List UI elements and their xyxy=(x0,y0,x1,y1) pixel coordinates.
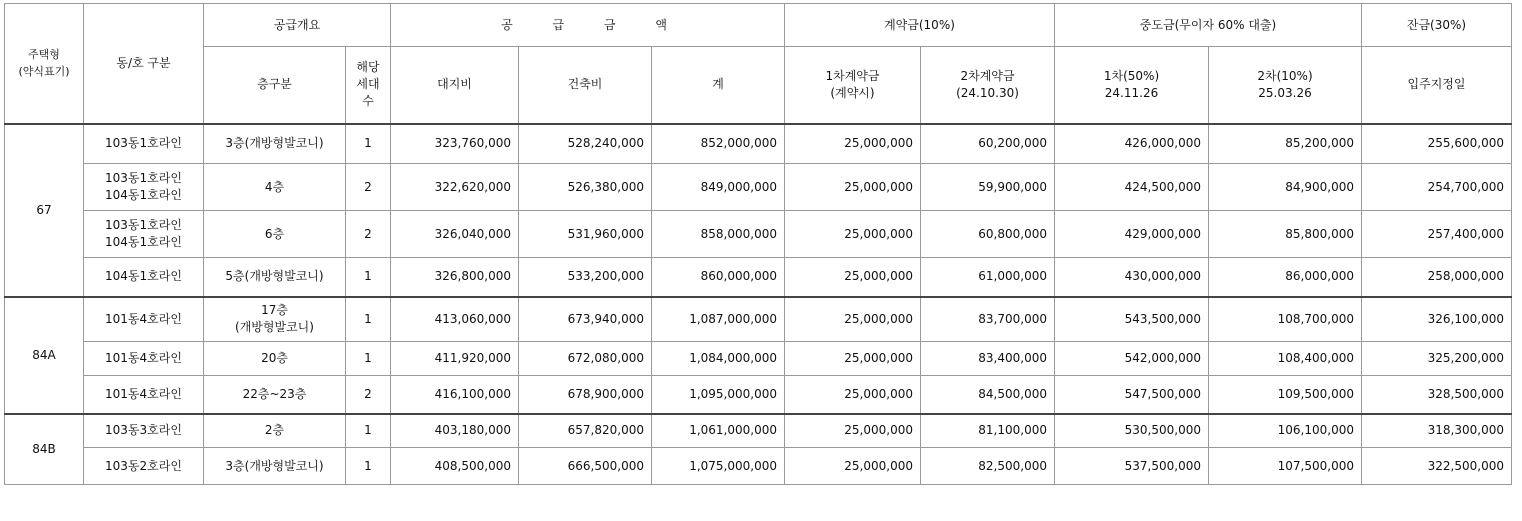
land-cost-cell: 322,620,000 xyxy=(391,164,519,211)
building-cost-cell: 531,960,000 xyxy=(519,211,652,258)
contract1-cell: 25,000,000 xyxy=(785,376,921,414)
floor-cell: 17층 (개방형발코니) xyxy=(204,297,346,342)
header-interim: 중도금(무이자 60% 대출) xyxy=(1055,4,1362,47)
table-row xyxy=(5,376,1512,414)
header-move-in: 입주지정일 xyxy=(1362,47,1512,124)
unit-cell: 103동2호라인 xyxy=(84,448,204,485)
contract1-cell: 25,000,000 xyxy=(785,211,921,258)
type-cell: 84A xyxy=(5,297,84,414)
land-cost-cell: 413,060,000 xyxy=(391,297,519,342)
building-cost-cell: 673,940,000 xyxy=(519,297,652,342)
header-contract: 계약금(10%) xyxy=(785,4,1055,47)
table-row xyxy=(5,448,1512,485)
land-cost-cell: 411,920,000 xyxy=(391,342,519,376)
building-cost-cell: 528,240,000 xyxy=(519,124,652,164)
building-cost-cell: 533,200,000 xyxy=(519,258,652,297)
interim2-cell: 109,500,000 xyxy=(1209,376,1362,414)
interim1-cell: 547,500,000 xyxy=(1055,376,1209,414)
balance-cell: 258,000,000 xyxy=(1362,258,1512,297)
interim2-cell: 107,500,000 xyxy=(1209,448,1362,485)
unit-cell: 103동1호라인 xyxy=(84,124,204,164)
contract2-cell: 60,200,000 xyxy=(921,124,1055,164)
contract1-cell: 25,000,000 xyxy=(785,258,921,297)
contract1-cell: 25,000,000 xyxy=(785,342,921,376)
contract2-cell: 59,900,000 xyxy=(921,164,1055,211)
total-price-cell: 860,000,000 xyxy=(652,258,785,297)
interim2-cell: 108,400,000 xyxy=(1209,342,1362,376)
header-balance: 잔금(30%) xyxy=(1362,4,1512,47)
interim2-cell: 106,100,000 xyxy=(1209,414,1362,448)
balance-cell: 325,200,000 xyxy=(1362,342,1512,376)
floor-cell: 3층(개방형발코니) xyxy=(204,124,346,164)
contract2-cell: 81,100,000 xyxy=(921,414,1055,448)
floor-cell: 22층~23층 xyxy=(204,376,346,414)
unit-cell: 103동1호라인 104동1호라인 xyxy=(84,164,204,211)
header-supply-overview: 공급개요 xyxy=(204,4,391,47)
balance-cell: 257,400,000 xyxy=(1362,211,1512,258)
households-cell: 1 xyxy=(346,448,391,485)
households-cell: 1 xyxy=(346,342,391,376)
floor-cell: 2층 xyxy=(204,414,346,448)
households-cell: 1 xyxy=(346,414,391,448)
building-cost-cell: 678,900,000 xyxy=(519,376,652,414)
building-cost-cell: 672,080,000 xyxy=(519,342,652,376)
land-cost-cell: 416,100,000 xyxy=(391,376,519,414)
contract1-cell: 25,000,000 xyxy=(785,448,921,485)
table-row xyxy=(5,164,1512,211)
interim1-cell: 426,000,000 xyxy=(1055,124,1209,164)
land-cost-cell: 408,500,000 xyxy=(391,448,519,485)
interim1-cell: 537,500,000 xyxy=(1055,448,1209,485)
building-cost-cell: 666,500,000 xyxy=(519,448,652,485)
households-cell: 2 xyxy=(346,376,391,414)
header-land: 대지비 xyxy=(391,47,519,124)
households-cell: 1 xyxy=(346,124,391,164)
header-supply-amount: 공 급 금 액 xyxy=(391,4,785,47)
floor-cell: 3층(개방형발코니) xyxy=(204,448,346,485)
total-price-cell: 849,000,000 xyxy=(652,164,785,211)
households-cell: 1 xyxy=(346,258,391,297)
interim1-cell: 530,500,000 xyxy=(1055,414,1209,448)
contract2-cell: 83,400,000 xyxy=(921,342,1055,376)
header-interim2: 2차(10%) 25.03.26 xyxy=(1209,47,1362,124)
unit-cell: 103동3호라인 xyxy=(84,414,204,448)
interim2-cell: 85,200,000 xyxy=(1209,124,1362,164)
interim2-cell: 84,900,000 xyxy=(1209,164,1362,211)
contract1-cell: 25,000,000 xyxy=(785,124,921,164)
header-floor: 층구분 xyxy=(204,47,346,124)
floor-cell: 6층 xyxy=(204,211,346,258)
balance-cell: 254,700,000 xyxy=(1362,164,1512,211)
table-row xyxy=(5,342,1512,376)
floor-cell: 5층(개방형발코니) xyxy=(204,258,346,297)
interim1-cell: 429,000,000 xyxy=(1055,211,1209,258)
interim2-cell: 108,700,000 xyxy=(1209,297,1362,342)
header-building: 건축비 xyxy=(519,47,652,124)
unit-cell: 103동1호라인 104동1호라인 xyxy=(84,211,204,258)
contract2-cell: 83,700,000 xyxy=(921,297,1055,342)
contract2-cell: 61,000,000 xyxy=(921,258,1055,297)
header-type: 주택형 (약식표기) xyxy=(5,4,84,124)
balance-cell: 318,300,000 xyxy=(1362,414,1512,448)
land-cost-cell: 326,800,000 xyxy=(391,258,519,297)
total-price-cell: 1,095,000,000 xyxy=(652,376,785,414)
table-row xyxy=(5,258,1512,297)
table-row xyxy=(5,414,1512,448)
total-price-cell: 1,061,000,000 xyxy=(652,414,785,448)
land-cost-cell: 323,760,000 xyxy=(391,124,519,164)
table-row xyxy=(5,124,1512,164)
households-cell: 2 xyxy=(346,211,391,258)
header-interim1: 1차(50%) 24.11.26 xyxy=(1055,47,1209,124)
contract2-cell: 60,800,000 xyxy=(921,211,1055,258)
contract2-cell: 84,500,000 xyxy=(921,376,1055,414)
households-cell: 1 xyxy=(346,297,391,342)
unit-cell: 101동4호라인 xyxy=(84,297,204,342)
land-cost-cell: 326,040,000 xyxy=(391,211,519,258)
contract1-cell: 25,000,000 xyxy=(785,414,921,448)
total-price-cell: 858,000,000 xyxy=(652,211,785,258)
interim1-cell: 542,000,000 xyxy=(1055,342,1209,376)
table-row xyxy=(5,297,1512,342)
header-contract1: 1차계약금 (계약시) xyxy=(785,47,921,124)
balance-cell: 326,100,000 xyxy=(1362,297,1512,342)
interim1-cell: 424,500,000 xyxy=(1055,164,1209,211)
unit-cell: 101동4호라인 xyxy=(84,376,204,414)
contract1-cell: 25,000,000 xyxy=(785,297,921,342)
interim2-cell: 86,000,000 xyxy=(1209,258,1362,297)
price-table xyxy=(4,3,1512,485)
interim1-cell: 543,500,000 xyxy=(1055,297,1209,342)
total-price-cell: 1,084,000,000 xyxy=(652,342,785,376)
type-cell: 67 xyxy=(5,124,84,297)
interim1-cell: 430,000,000 xyxy=(1055,258,1209,297)
header-total: 계 xyxy=(652,47,785,124)
floor-cell: 4층 xyxy=(204,164,346,211)
contract2-cell: 82,500,000 xyxy=(921,448,1055,485)
households-cell: 2 xyxy=(346,164,391,211)
balance-cell: 255,600,000 xyxy=(1362,124,1512,164)
table-row xyxy=(5,211,1512,258)
balance-cell: 328,500,000 xyxy=(1362,376,1512,414)
total-price-cell: 1,075,000,000 xyxy=(652,448,785,485)
floor-cell: 20층 xyxy=(204,342,346,376)
type-cell: 84B xyxy=(5,414,84,485)
header-contract2: 2차계약금 (24.10.30) xyxy=(921,47,1055,124)
unit-cell: 104동1호라인 xyxy=(84,258,204,297)
contract1-cell: 25,000,000 xyxy=(785,164,921,211)
total-price-cell: 852,000,000 xyxy=(652,124,785,164)
land-cost-cell: 403,180,000 xyxy=(391,414,519,448)
balance-cell: 322,500,000 xyxy=(1362,448,1512,485)
building-cost-cell: 657,820,000 xyxy=(519,414,652,448)
header-households: 해당 세대 수 xyxy=(346,47,391,124)
header-unit: 동/호 구분 xyxy=(84,4,204,124)
total-price-cell: 1,087,000,000 xyxy=(652,297,785,342)
building-cost-cell: 526,380,000 xyxy=(519,164,652,211)
unit-cell: 101동4호라인 xyxy=(84,342,204,376)
interim2-cell: 85,800,000 xyxy=(1209,211,1362,258)
